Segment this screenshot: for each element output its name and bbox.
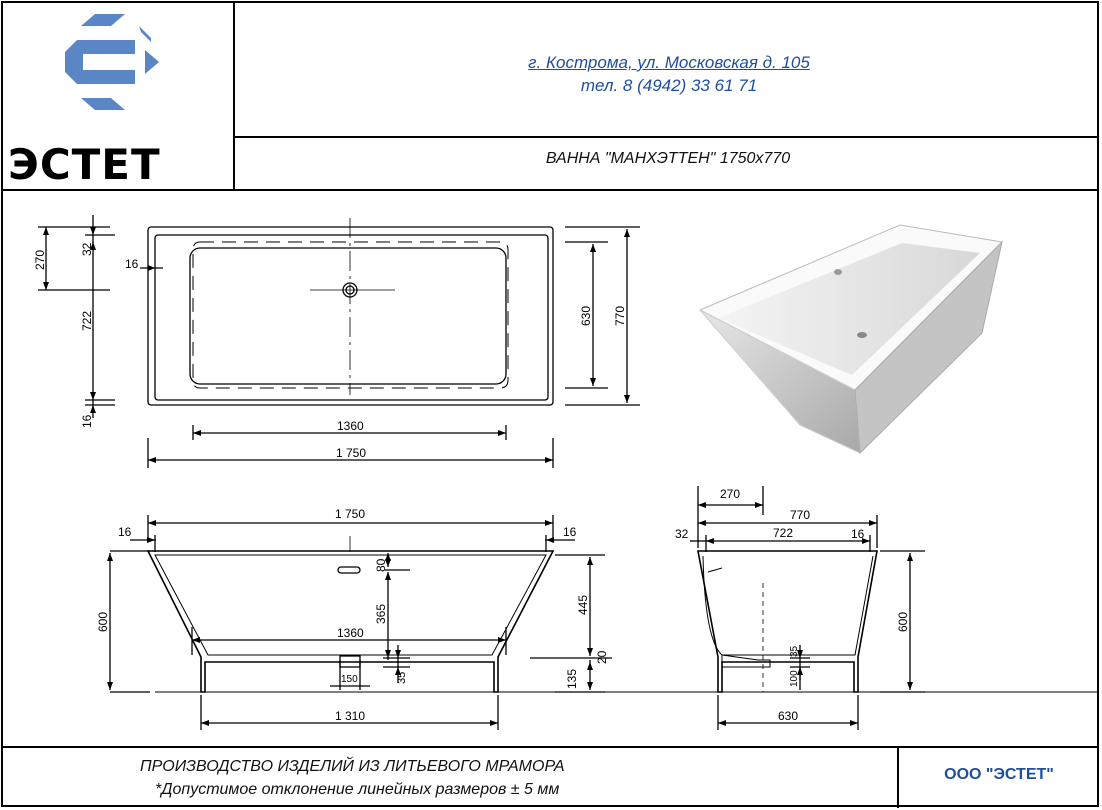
side-dim-100: 100	[789, 670, 800, 687]
side-view-drawing	[660, 480, 1100, 740]
side-dim-32: 32	[675, 527, 689, 541]
side-dim-600: 600	[896, 611, 910, 632]
side-dim-35: 35	[789, 645, 800, 657]
top-dim-770: 770	[613, 305, 627, 326]
front-dim-600: 600	[96, 611, 110, 632]
top-dim-722: 722	[80, 310, 94, 331]
front-view-drawing	[0, 480, 690, 740]
production-line: ПРОИЗВОДСТВО ИЗДЕЛИЙ ИЗ ЛИТЬЕВОГО МРАМОРА	[140, 758, 565, 775]
front-dim-1310: 1 310	[335, 709, 366, 723]
brand-logo-text: ЭСТЕТ	[8, 140, 161, 189]
front-dim-150: 150	[341, 674, 358, 685]
header-divider	[233, 136, 1099, 138]
brand-logo-icon	[55, 12, 175, 112]
front-dim-1360: 1360	[337, 626, 364, 640]
top-dim-1750: 1 750	[336, 446, 367, 460]
front-dim-445: 445	[576, 594, 590, 615]
front-dim-1750: 1 750	[335, 507, 366, 521]
front-dim-135: 135	[565, 668, 579, 689]
front-dim-20: 20	[595, 650, 609, 664]
side-dim-722: 722	[773, 526, 794, 540]
product-title: ВАННА "МАНХЭТТЕН" 1750х770	[545, 150, 791, 167]
side-dim-630: 630	[778, 709, 799, 723]
front-dim-35: 35	[396, 671, 408, 684]
bathtub-3d-illustration	[690, 215, 1030, 455]
top-dim-16-left: 16	[125, 257, 139, 271]
top-dim-32: 32	[80, 242, 94, 256]
tolerance-line: *Допустимое отклонение линейных размеров ± 5 мм	[155, 781, 560, 798]
side-dim-16: 16	[851, 527, 865, 541]
top-view-drawing	[0, 190, 700, 480]
side-dim-770: 770	[790, 508, 811, 522]
top-dim-630: 630	[579, 305, 593, 326]
company-name: ООО "ЭСТЕТ"	[944, 766, 1054, 783]
phone-line: тел. 8 (4942) 33 61 71	[580, 76, 758, 95]
front-dim-16-right: 16	[563, 525, 577, 539]
top-dim-270: 270	[33, 249, 47, 270]
front-dim-80: 80	[374, 558, 388, 572]
front-dim-365: 365	[374, 603, 388, 624]
footer-top-line	[2, 746, 1099, 748]
footer-divider	[897, 746, 899, 808]
logo-divider	[233, 2, 235, 190]
front-dim-16-left: 16	[118, 525, 132, 539]
top-dim-16-bottom: 16	[80, 414, 94, 428]
address-line: г. Кострома, ул. Московская д. 105	[528, 53, 810, 72]
top-dim-1360: 1360	[337, 419, 364, 433]
side-dim-270: 270	[720, 487, 741, 501]
